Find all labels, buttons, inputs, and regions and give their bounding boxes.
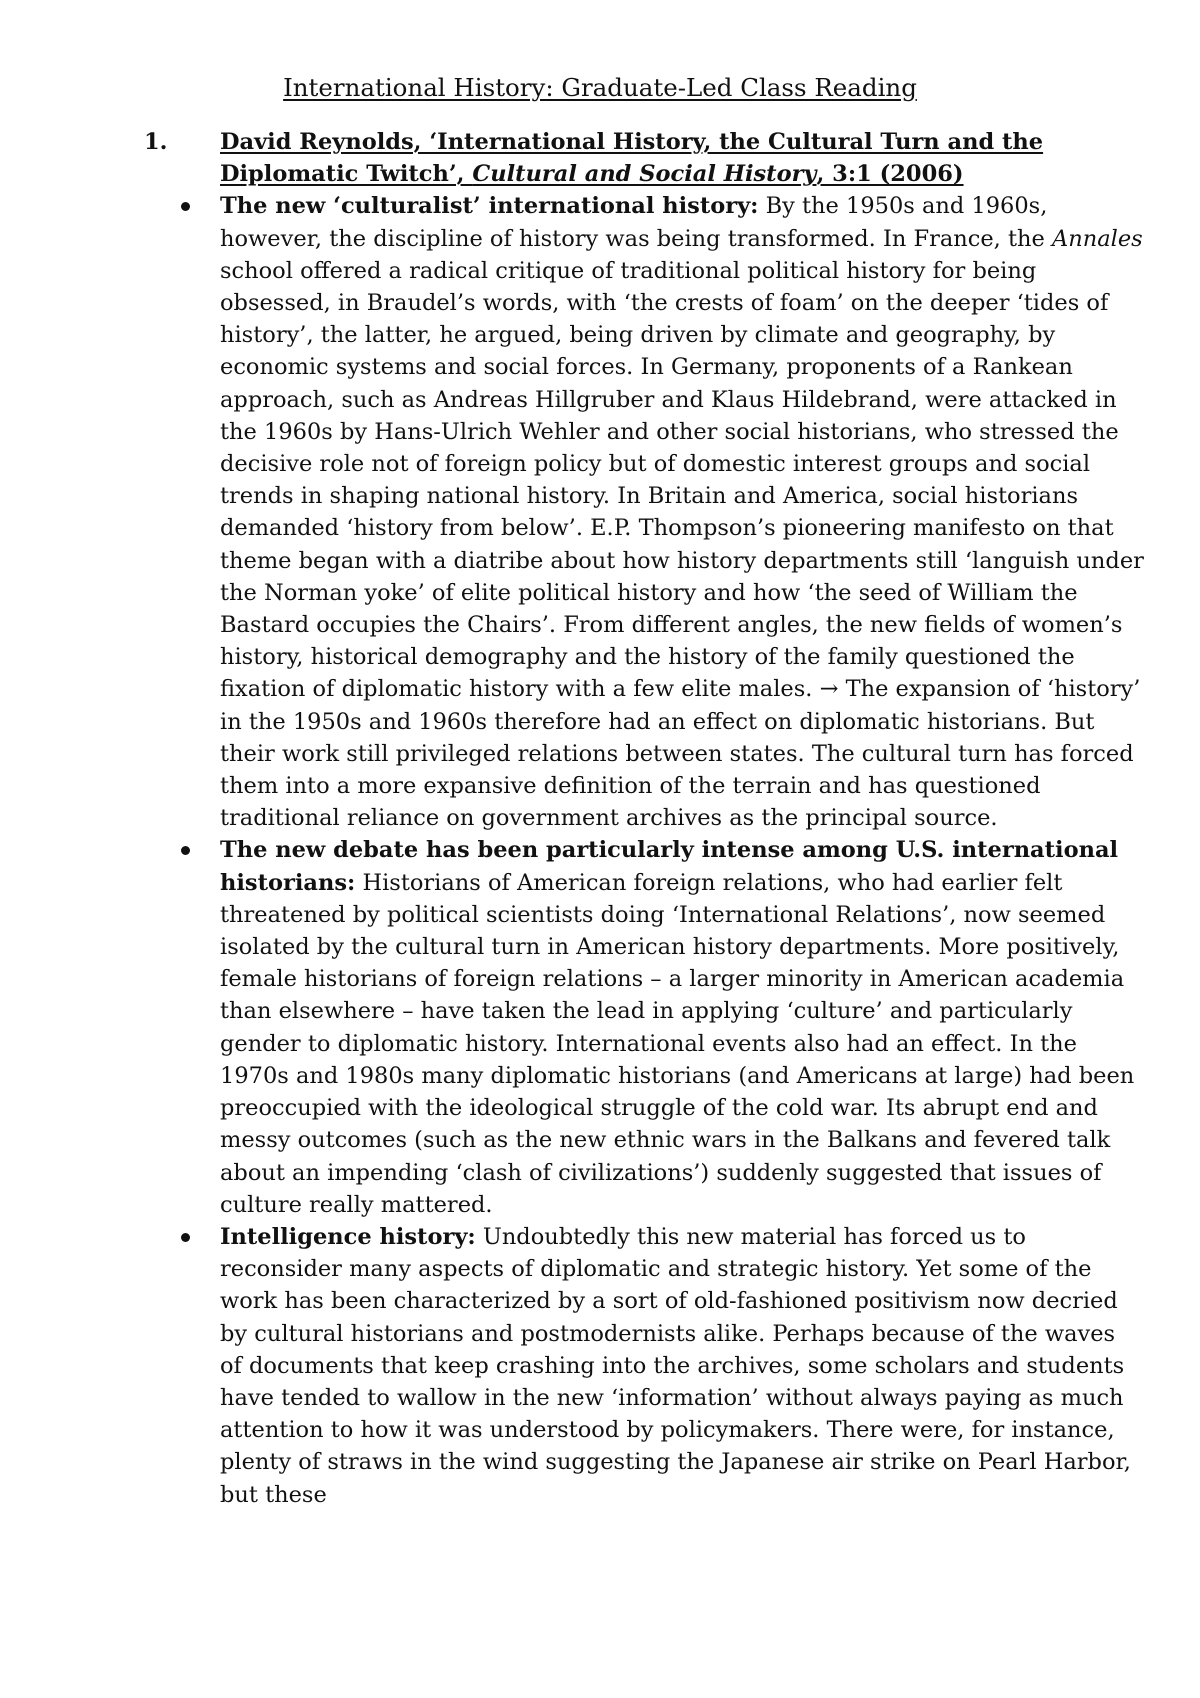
- document-title: International History: Graduate-Led Class Reading: [283, 73, 917, 102]
- citation-journal: Cultural and Social History: [472, 161, 817, 188]
- bullet-italic: Annales: [1051, 225, 1143, 252]
- bullet-icon: [181, 202, 190, 211]
- bullet-heading: The new ‘culturalist’ international history:: [220, 193, 759, 220]
- bullet-text: [220, 193, 1144, 831]
- bullet-item: [144, 834, 1144, 1220]
- bullet-icon: [181, 846, 190, 855]
- citation-issue: , 3:1 (2006): [816, 161, 964, 188]
- bullet-text: [220, 837, 1134, 1217]
- bullet-body: Undoubtedly this new material has forced us to reconsider many aspects of diplomatic and strategic history. Yet some of the work has been characterized by a sort of old-fashioned positivism now decried by cultural historians and postmodernists alike. Perhaps because of the waves of documents that keep crashing into the archives, some scholars and students have tended to wallow in the new ‘information’ without always paying as much attention to how it was understood by policymakers. There were, for instance, plenty of straws in the wind suggesting the Japanese air strike on Pearl Harbor, but these: [220, 1223, 1131, 1508]
- bullet-icon: [181, 1233, 190, 1242]
- bullet-text: [220, 1224, 1131, 1508]
- bullet-item: [144, 190, 1144, 834]
- bullet-body: By the 1950s and 1960s, however, the discipline of history was being transformed. In France, the: [220, 193, 1052, 252]
- bullet-item: [144, 1221, 1144, 1511]
- bullet-body: Historians of American foreign relations, who had earlier felt threatened by political scientists doing ‘International Relations’, now seemed isolated by the cultural turn in American history departments. More positively, female historians of foreign relations – a larger minority in American academia than elsewhere – have taken the lead in applying ‘culture’ and particularly gender to diplomatic history. International events also had an effect. In the 1970s and 1980s many diplomatic historians (and Americans at large) had been preoccupied with the ideological struggle of the cold war. Its abrupt end and messy outcomes (such as the new ethnic wars in the Balkans and fevered talk about an impending ‘clash of civilizations’) suddenly suggested that issues of culture really mattered.: [220, 869, 1135, 1218]
- entry-number: 1.: [144, 129, 168, 155]
- bullet-body-continued: school offered a radical critique of traditional political history for being obsessed, in Braudel’s words, with ‘the crests of foam’ on the deeper ‘tides of history’, the latter, he argued, being driven by climate and geography, by economic systems and social forces. In Germany, proponents of a Rankean approach, such as Andreas Hillgruber and Klaus Hildebrand, were attacked in the 1960s by Hans-Ulrich Wehler and other social historians, who stressed the decisive role not of foreign policy but of domestic interest groups and social trends in shaping national history. In Britain and America, social historians demanded ‘history from below’. E.P. Thompson’s pioneering manifesto on that theme began with a diatribe about how history departments still ‘languish under the Norman yoke’ of elite political history and how ‘the seed of William the Bastard occupies the Chairs’. From different angles, the new fields of women’s history, historical demography and the history of the family questioned the fixation of diplomatic history with a few elite males. → The expansion of ‘history’ in the 1950s and 1960s therefore had an effect on diplomatic historians. But their work still privileged relations between states. The cultural turn has forced them into a more expansive definition of the terrain and has questioned traditional reliance on government archives as the principal source.: [220, 257, 1144, 832]
- reading-entry: [144, 126, 1144, 1511]
- citation-author-title: David Reynolds, ‘International History, the Cultural Turn and the Diplomatic Twitch’,: [220, 129, 1044, 188]
- entry-citation: [220, 129, 1043, 187]
- bullet-heading: The new debate has been particularly intense among U.S. international historians:: [220, 837, 1119, 896]
- bullet-heading: Intelligence history:: [220, 1223, 476, 1250]
- entry-heading: [144, 126, 1144, 190]
- bullet-list: [144, 190, 1144, 1510]
